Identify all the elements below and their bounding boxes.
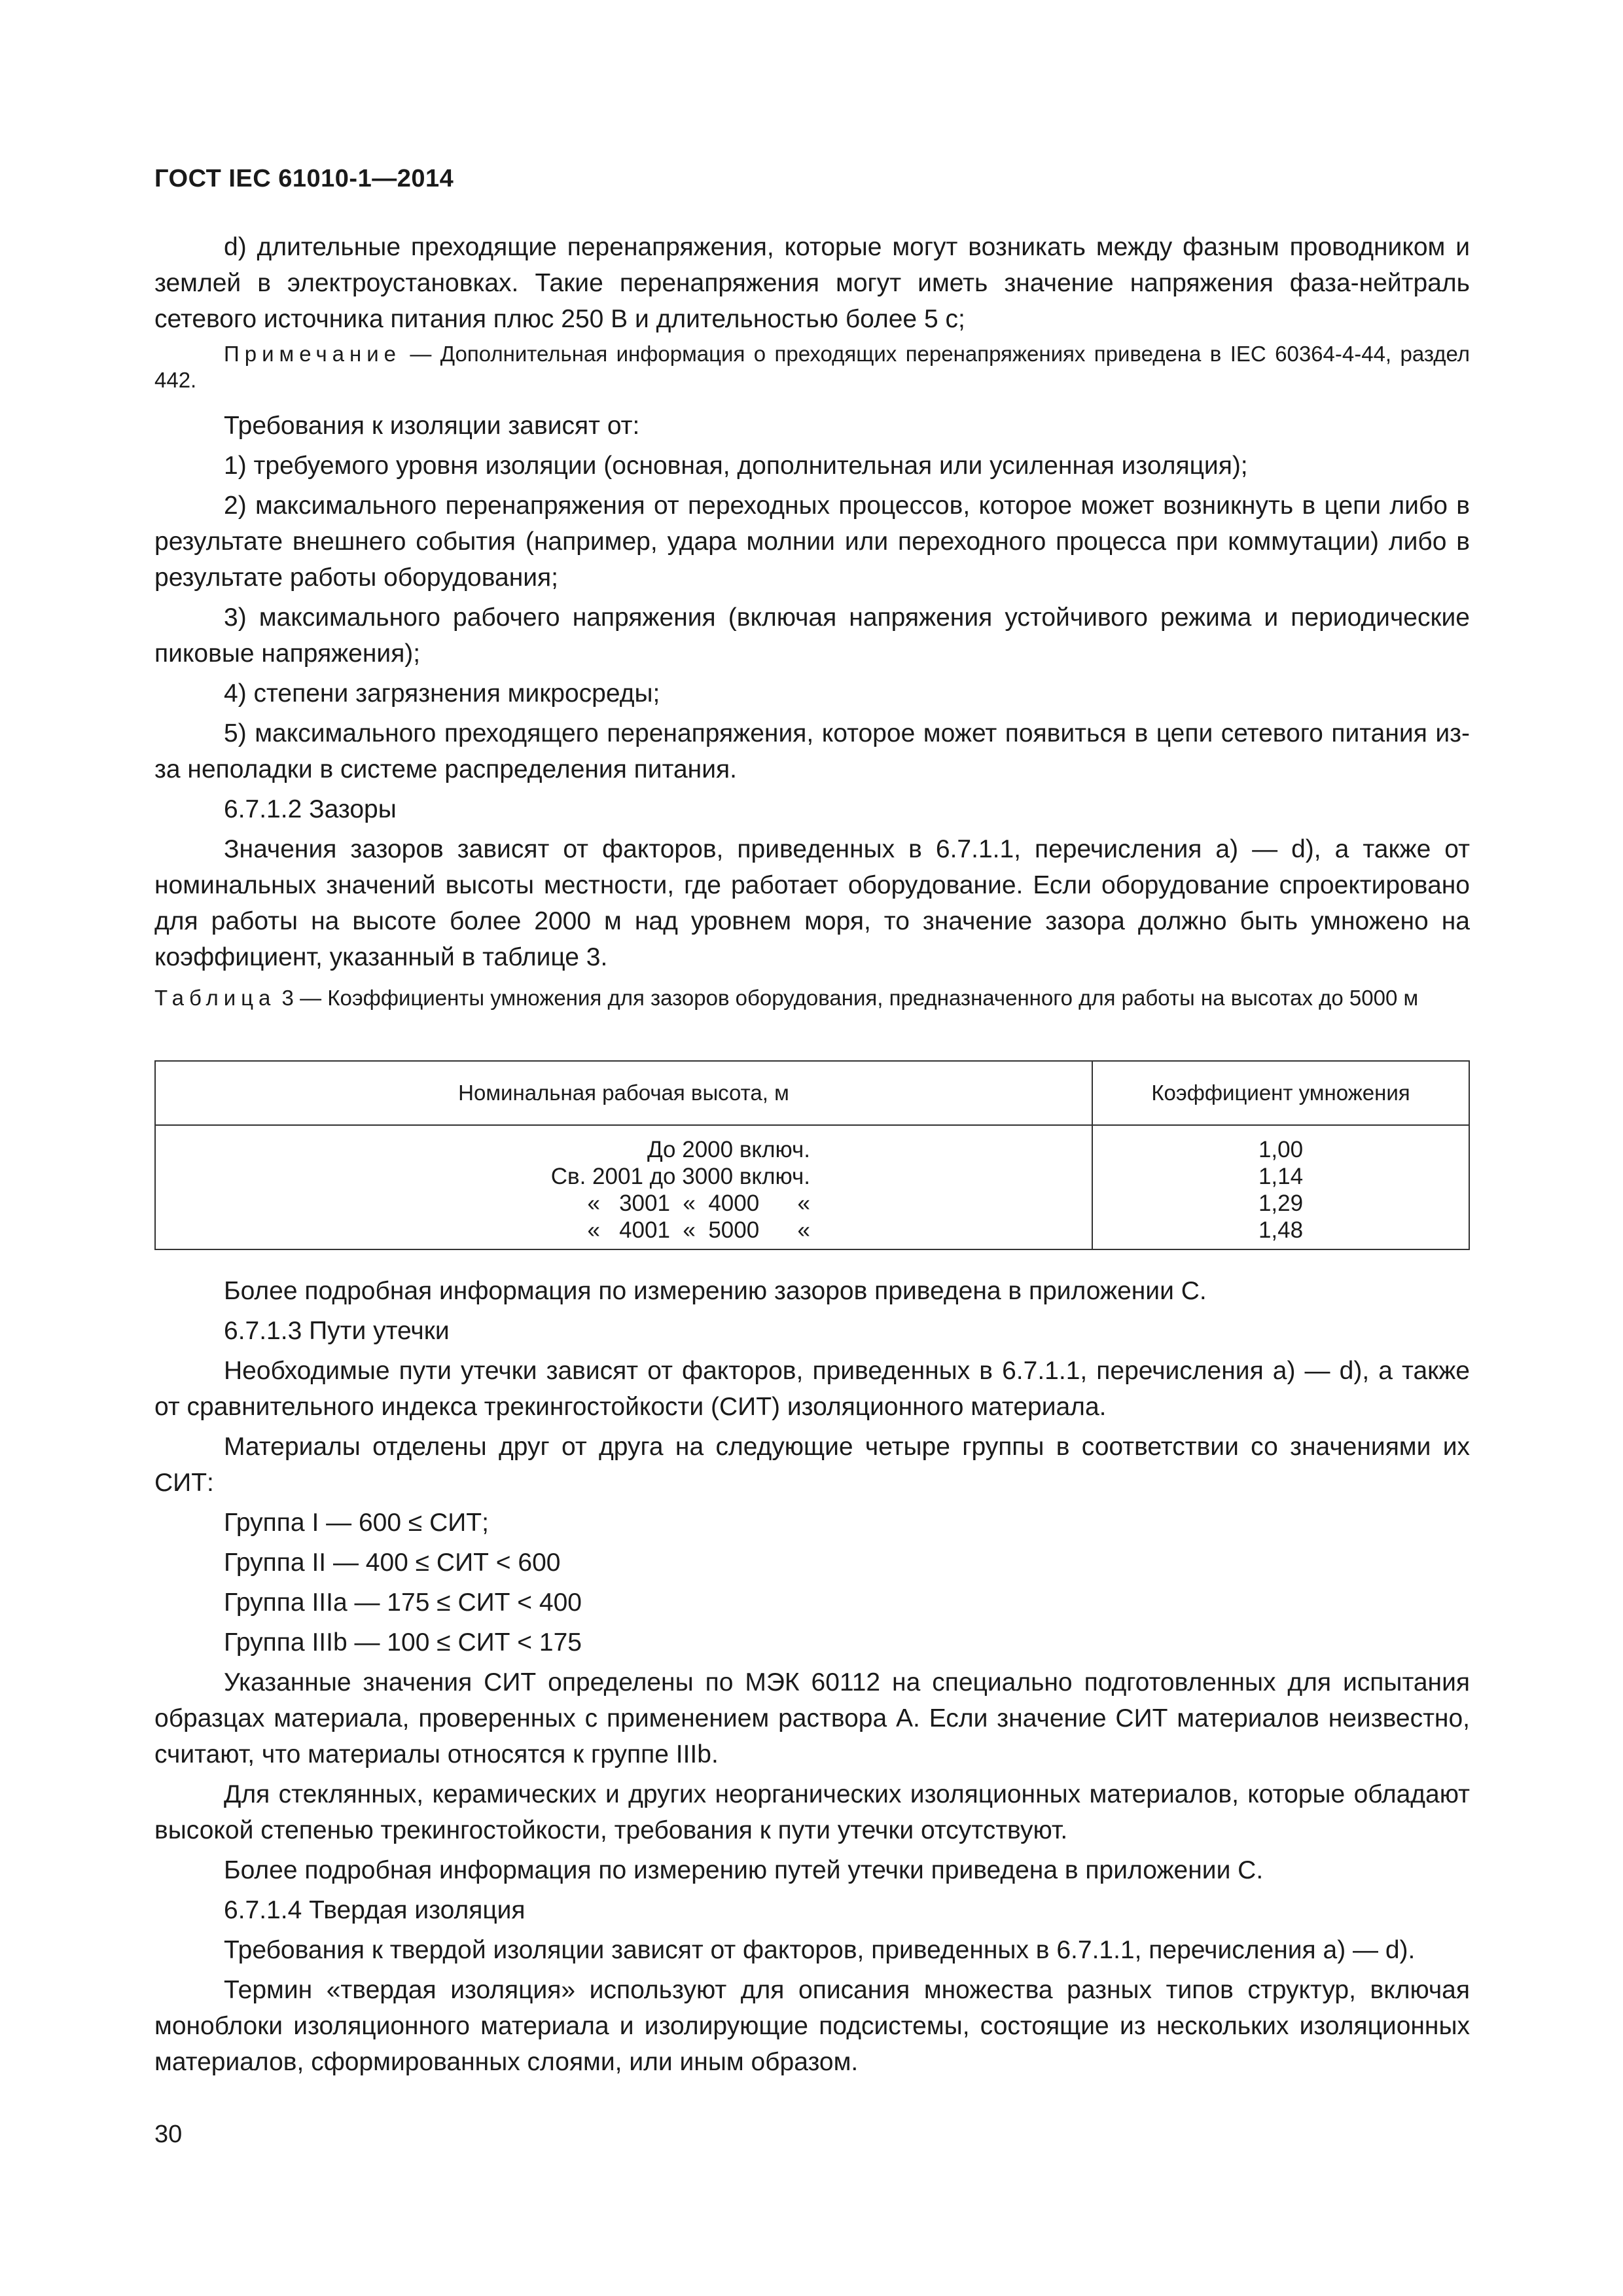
requirement-4: 4) степени загрязнения микросреды; (224, 679, 660, 708)
lower-text-block (154, 1273, 1470, 2084)
table-caption-text: 3 — Коэффициенты умножения для зазоров оборудования, предназначенного для работы на высотах до 5000 м (276, 986, 1419, 1010)
height-column (155, 1125, 1092, 1249)
table-header-height: Номинальная рабочая высота, м (155, 1061, 1092, 1125)
table-caption-label: Таблица (154, 986, 276, 1010)
group-1: Группа I — 600 ≤ СИТ; (224, 1509, 489, 1537)
table-cell-height: Св. 2001 до 3000 включ. (550, 1164, 810, 1189)
paragraph-clearances: Значения зазоров зависят от факторов, приведенных в 6.7.1.1, перечисления a) — d), а также от номинальных значений высоты местности, где работает оборудование. Если оборудование спроектировано для работы на высоте более 2000 м над уровнем моря, то значение зазора должно быть умножено на коэффициент, указанный в таблице 3. (154, 835, 1470, 971)
page-number: 30 (154, 2121, 183, 2148)
group-2: Группа II — 400 ≤ СИТ < 600 (224, 1549, 561, 1577)
document-header: ГОСТ IEC 61010-1—2014 (154, 165, 454, 192)
group-3b: Группа IIIb — 100 ≤ СИТ < 175 (224, 1628, 582, 1657)
section-heading-6714: 6.7.1.4 Твердая изоляция (224, 1896, 526, 1924)
table-caption (154, 985, 1470, 1011)
table-body-row (155, 1125, 1469, 1249)
paragraph-creepage: Необходимые пути утечки зависят от факторов, приведенных в 6.7.1.1, перечисления a) — d), а также от сравнительного индекса трекингостойкости (СИТ) изоляционного материала. (154, 1357, 1470, 1421)
multiplication-factor-table (154, 1060, 1470, 1250)
paragraph-cti: Указанные значения СИТ определены по МЭК 60112 на специально подготовленных для испытания образцах материала, проверенных с применением раствора А. Если значение СИТ материалов неизвестно, считают, что материалы относятся к группе IIIb. (154, 1668, 1470, 1768)
table-cell-height: До 2000 включ. (647, 1137, 810, 1162)
upper-text-block (154, 229, 1470, 979)
table-header-factor: Коэффициент умножения (1092, 1061, 1469, 1125)
note (154, 341, 1470, 393)
requirement-2: 2) максимального перенапряжения от переходных процессов, которое может возникнуть в цепи либо в результате внешнего события (например, удара молнии или переходного процесса при коммутации) либо в результате работы оборудования; (154, 492, 1470, 592)
paragraph-more-creepage: Более подробная информация по измерению путей утечки приведена в приложении С. (224, 1856, 1264, 1884)
table-cell-factor: 1,00 (1258, 1137, 1304, 1162)
group-3a: Группа IIIa — 175 ≤ СИТ < 400 (224, 1588, 582, 1617)
table-cell-factor: 1,14 (1258, 1164, 1304, 1189)
note-text: — Дополнительная информация о преходящих перенапряжениях приведена в IEC 60364-4-44, раздел 442. (154, 342, 1470, 392)
factor-column (1092, 1125, 1469, 1249)
requirement-3: 3) максимального рабочего напряжения (включая напряжения устойчивого режима и периодические пиковые напряжения); (154, 603, 1470, 668)
paragraph-glass: Для стеклянных, керамических и других неорганических изоляционных материалов, которые обладают высокой степенью трекингостойкости, требования к пути утечки отсутствуют. (154, 1780, 1470, 1844)
paragraph-solid-requirements: Требования к твердой изоляции зависят от факторов, приведенных в 6.7.1.1, перечисления a) — d). (224, 1936, 1416, 1964)
requirement-1: 1) требуемого уровня изоляции (основная, дополнительная или усиленная изоляция); (224, 452, 1248, 480)
table-cell-factor: 1,29 (1258, 1191, 1304, 1216)
table-header-row (155, 1061, 1469, 1125)
section-heading-6713: 6.7.1.3 Пути утечки (224, 1317, 450, 1345)
paragraph-solid-term: Термин «твердая изоляция» используют для описания множества разных типов структур, включая моноблоки изоляционного материала и изолирующие подсистемы, состоящие из нескольких изоляционных материалов, сформированных слоями, или иным образом. (154, 1976, 1470, 2076)
requirement-5: 5) максимального преходящего перенапряжения, которое может появиться в цепи сетевого питания из-за неполадки в системе распределения питания. (154, 719, 1470, 783)
paragraph-item-d: d) длительные преходящие перенапряжения, которые могут возникать между фазным проводником и землей в электроустановках. Такие перенапряжения могут иметь значение напряжения фаза-нейтраль сетевого источника питания плюс 250 В и длительностью более 5 с; (154, 233, 1470, 333)
section-heading-6712: 6.7.1.2 Зазоры (224, 795, 397, 823)
table-cell-height: « 3001 « 4000 « (587, 1191, 810, 1216)
requirements-intro: Требования к изоляции зависят от: (224, 412, 640, 440)
paragraph-more-clearances: Более подробная информация по измерению зазоров приведена в приложении С. (224, 1277, 1207, 1305)
table-cell-factor: 1,48 (1258, 1217, 1304, 1243)
note-label: Примечание (224, 342, 402, 366)
table-cell-height: « 4001 « 5000 « (587, 1217, 810, 1243)
paragraph-groups: Материалы отделены друг от друга на следующие четыре группы в соответствии со значениями их СИТ: (154, 1433, 1470, 1497)
